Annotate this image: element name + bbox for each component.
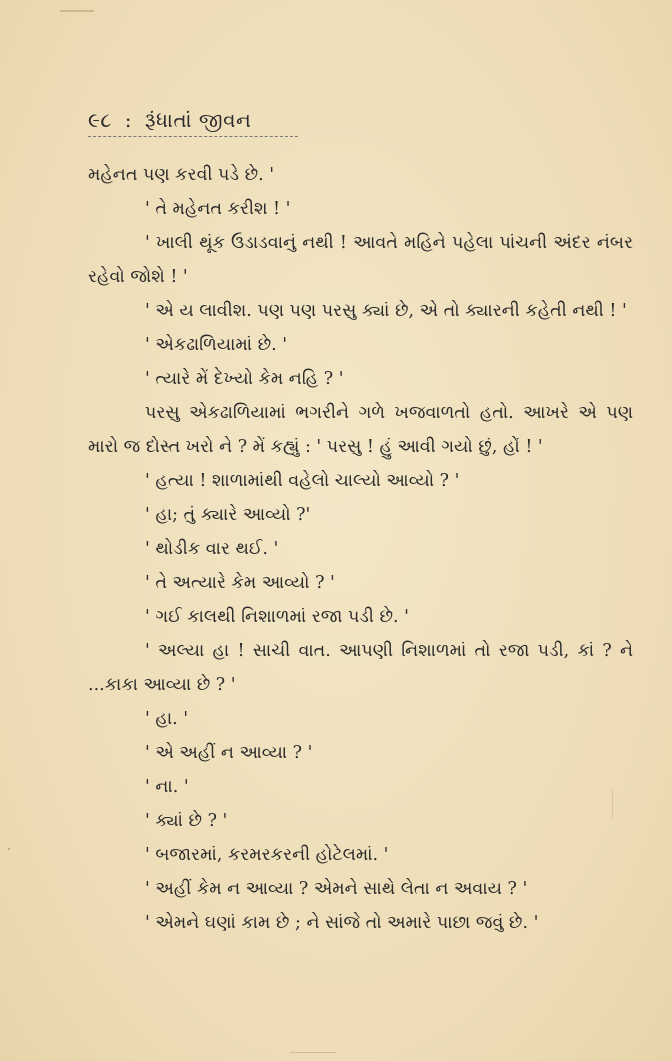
paragraph: ' બજારમાં, કરમરકરની હોટેલમાં. ' xyxy=(145,845,389,865)
paper-speck xyxy=(612,790,613,820)
scan-mark-bottom xyxy=(290,1052,336,1053)
paragraph: ' ત્યારે મેં દેખ્યો કેમ નહિ ? ' xyxy=(145,369,344,389)
page-header xyxy=(88,108,251,132)
paragraph: ' તે મહેનત કરીશ ! ' xyxy=(145,199,291,219)
paper-speck xyxy=(8,848,10,850)
paragraph: ' એ અહીં ન આવ્યા ? ' xyxy=(145,743,313,763)
paragraph: ' હા. ' xyxy=(145,709,189,729)
paragraph: પરસુ એકઢાળિયામાં ભગરીને ગળે ખજવાળતો હતો. આખરે એ પણ મારો જ દોસ્ત ખરો ને ? મેં કહ્યું : ' પરસુ ! હું આવી ગયો છું, હોં ! ' xyxy=(88,403,633,457)
header-separator: : xyxy=(124,108,132,132)
paragraph: ' તે અત્યારે કેમ આવ્યો ? ' xyxy=(145,573,335,593)
paragraph: ' અલ્યા હા ! સાચી વાત. આપણી નિશાળમાં તો રજા પડી, કાં ? ને ...કાકા આવ્યા છે ? ' xyxy=(88,641,633,695)
paragraph: ' હા; તું ક્યારે આવ્યો ?' xyxy=(145,505,311,525)
scan-mark-top xyxy=(60,0,94,12)
running-title: રૂંધાતાં જીવન xyxy=(144,108,252,132)
header-rule xyxy=(88,136,298,137)
paragraph: ' એકઢાળિયામાં છે. ' xyxy=(145,335,288,355)
paragraph: ' ગઈ કાલથી નિશાળમાં રજા પડી છે. ' xyxy=(145,607,409,627)
paragraph: ' એમને ઘણાં કામ છે ; ને સાંજે તો અમારે પાછા જવું છે. ' xyxy=(145,913,539,933)
paragraph: ' ક્યાં છે ? ' xyxy=(145,811,228,831)
paragraph: મહેનત પણ કરવી પડે છે. ' xyxy=(88,165,275,185)
paragraph: ' ખાલી થૂંક ઉડાડવાનું નથી ! આવતે મહિને પહેલા પાંચની અંદર નંબર રહેવો જોશે ! ' xyxy=(88,233,633,287)
paragraph: ' ના. ' xyxy=(145,777,189,797)
paragraph: ' અહીં કેમ ન આવ્યા ? એમને સાથે લેતા ન અવાય ? ' xyxy=(145,879,528,899)
paragraph: ' હત્યા ! શાળામાંથી વહેલો ચાલ્યો આવ્યો ? ' xyxy=(145,471,460,491)
paragraph: ' એ ય લાવીશ. પણ પણ પરસુ ક્યાં છે, એ તો ક્યારની કહેતી નથી ! ' xyxy=(145,301,627,321)
paragraph: ' થોડીક વાર થઈ. ' xyxy=(145,539,279,559)
page-number: ૯૮ xyxy=(88,108,112,132)
body-text xyxy=(88,158,633,940)
